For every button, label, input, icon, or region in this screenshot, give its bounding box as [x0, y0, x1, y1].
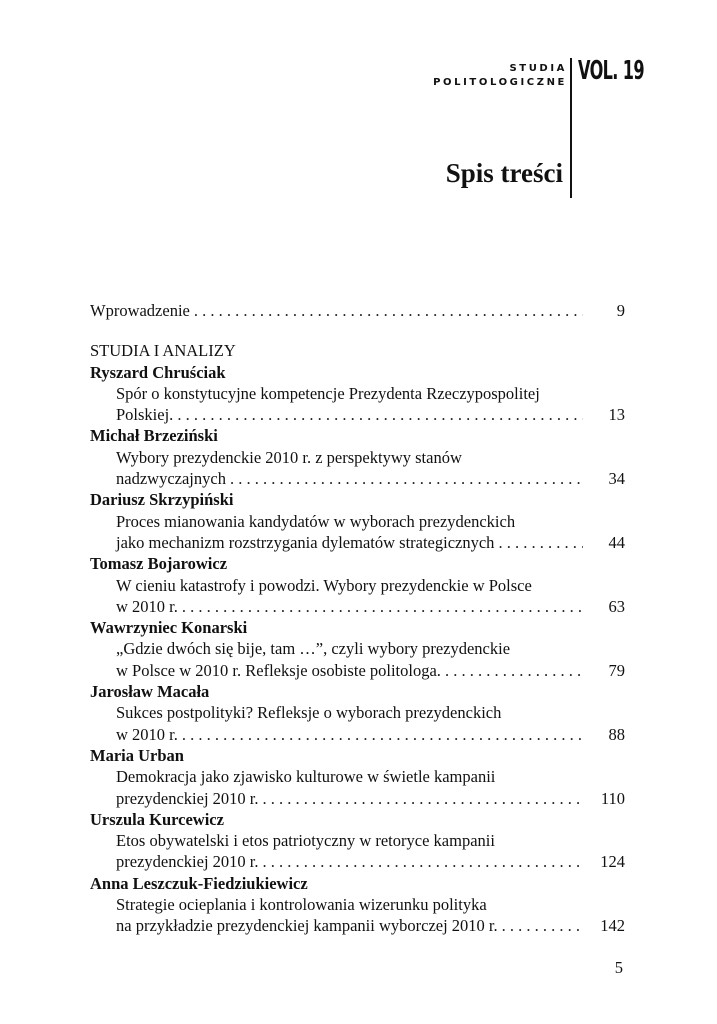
- entry-title-line2-text: jako mechanizm rozstrzygania dylematów strategicznych: [116, 532, 495, 552]
- journal-name: [433, 62, 567, 90]
- toc-intro[interactable]: [90, 300, 625, 321]
- toc-entry[interactable]: [90, 681, 625, 745]
- entry-title-line1: Proces mianowania kandydatów w wyborach prezydenckich: [116, 511, 516, 531]
- entry-title-line1: Sukces postpolityki? Refleksje o wyborach prezydenckich: [116, 703, 502, 723]
- entry-title-line2-text: w 2010 r.: [116, 596, 178, 616]
- toc-entry[interactable]: [90, 425, 625, 489]
- toc-entry[interactable]: [90, 745, 625, 809]
- entry-page: 142: [600, 916, 625, 936]
- toc-entries: [90, 362, 625, 937]
- entry-author: Urszula Kurcewicz: [90, 809, 224, 829]
- entry-title-line2: [90, 788, 625, 809]
- toc-entry[interactable]: [90, 809, 625, 873]
- entry-author: Michał Brzeziński: [90, 426, 218, 446]
- leader-dots: [182, 596, 583, 617]
- entry-title-line2: [90, 660, 625, 681]
- entry-page: 44: [608, 532, 625, 552]
- entry-page: 88: [608, 724, 625, 744]
- leader-dots: [182, 724, 583, 745]
- entry-title-line1: Wybory prezydenckie 2010 r. z perspektywy stanów: [116, 447, 462, 467]
- entry-author: Jarosław Macała: [90, 682, 210, 702]
- entry-page: 124: [600, 852, 625, 872]
- header-divider: [570, 58, 572, 198]
- section-heading: STUDIA I ANALIZY: [90, 341, 236, 361]
- entry-title-line2-text: w 2010 r.: [116, 724, 178, 744]
- entry-title-line2-text: prezydenckiej 2010 r.: [116, 852, 259, 872]
- leader-dots: [502, 915, 583, 936]
- entry-title-line2-text: w Polsce w 2010 r. Refleksje osobiste politologa.: [116, 660, 441, 680]
- entry-author: Wawrzyniec Konarski: [90, 618, 248, 638]
- entry-title-line2: [90, 851, 625, 872]
- leader-dots: [445, 660, 583, 681]
- spacer: [90, 321, 625, 340]
- entry-title-line2: [90, 915, 625, 936]
- leader-dots: [498, 532, 583, 553]
- entry-page: 110: [600, 788, 625, 808]
- entry-title-line2: [90, 404, 625, 425]
- entry-title-line2: [90, 596, 625, 617]
- journal-name-line1: STUDIA: [509, 63, 567, 74]
- entry-page: 79: [608, 660, 625, 680]
- entry-author: Dariusz Skrzypiński: [90, 490, 234, 510]
- toc-intro-label: Wprowadzenie: [90, 301, 190, 320]
- entry-title-line2-text: nadzwyczajnych: [116, 469, 226, 489]
- leader-dots: [177, 404, 583, 425]
- page-number: 5: [614, 958, 623, 977]
- leader-dots: [230, 468, 583, 489]
- entry-title-line1: Spór o konstytucyjne kompetencje Prezydenta Rzeczypospolitej: [116, 383, 540, 403]
- leader-dots: [194, 300, 583, 321]
- entry-title-line2: [90, 724, 625, 745]
- toc-entry[interactable]: [90, 553, 625, 617]
- entry-title-line2-text: Polskiej.: [116, 405, 174, 425]
- entry-author: Anna Leszczuk-Fiedziukiewicz: [90, 873, 308, 893]
- entry-author: Maria Urban: [90, 745, 184, 765]
- volume-label: VOL. 19: [578, 56, 645, 86]
- entry-page: 34: [608, 469, 625, 489]
- entry-title-line1: Etos obywatelski i etos patriotyczny w retoryce kampanii: [116, 831, 495, 851]
- toc-entry[interactable]: [90, 617, 625, 681]
- entry-author: Ryszard Chruściak: [90, 362, 226, 382]
- toc-entry[interactable]: [90, 362, 625, 426]
- toc-intro-page: 9: [616, 301, 625, 320]
- entry-title-line2-text: na przykładzie prezydenckiej kampanii wyborczej 2010 r.: [116, 916, 498, 936]
- entry-title-line2-text: prezydenckiej 2010 r.: [116, 788, 259, 808]
- entry-author: Tomasz Bojarowicz: [90, 554, 228, 574]
- entry-title-line2: [90, 532, 625, 553]
- entry-title-line1: Strategie ocieplania i kontrolowania wizerunku polityka: [116, 895, 487, 915]
- entry-title-line1: Demokracja jako zjawisko kulturowe w świetle kampanii: [116, 767, 496, 787]
- journal-name-line2: POLITOLOGICZNE: [433, 77, 567, 88]
- toc-entry[interactable]: [90, 873, 625, 937]
- leader-dots: [263, 788, 584, 809]
- entry-title-line1: „Gdzie dwóch się bije, tam …”, czyli wybory prezydenckie: [116, 639, 511, 659]
- page-title: Spis treści: [445, 158, 563, 188]
- entry-page: 63: [608, 596, 625, 616]
- entry-title-line2: [90, 468, 625, 489]
- toc-entry[interactable]: [90, 489, 625, 553]
- table-of-contents: [90, 300, 625, 937]
- entry-title-line1: W cieniu katastrofy i powodzi. Wybory prezydenckie w Polsce: [116, 575, 532, 595]
- entry-page: 13: [608, 405, 625, 425]
- leader-dots: [263, 851, 584, 872]
